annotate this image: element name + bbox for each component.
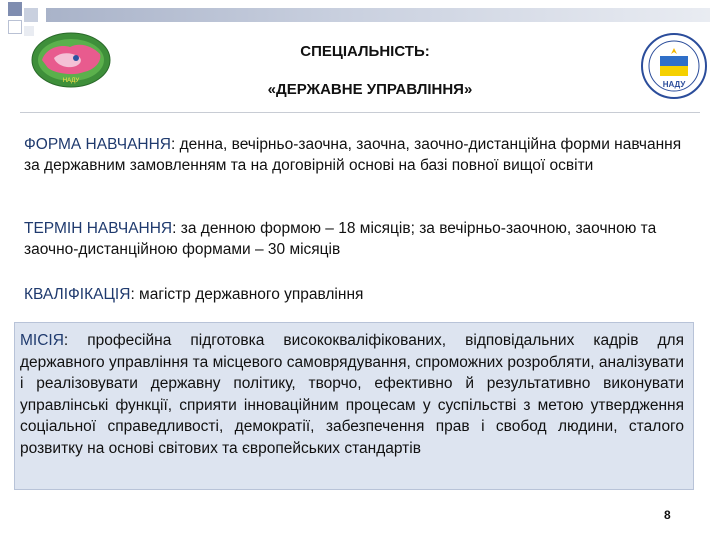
left-logo-text: НАДУ [62,78,80,84]
mission-section [20,330,684,459]
right-logo-text: НАДУ [662,80,686,89]
qualification-section [24,284,688,305]
study-term-label: ТЕРМІН НАВЧАННЯ [24,220,173,237]
mission-label: МІСІЯ [20,332,64,349]
page-number: 8 [664,508,671,522]
study-term-text: : за денною формою – 18 місяців; за вечірньо-заочною, заочною та заочно-дистанційною формами – 30 місяців [24,220,657,258]
form-of-study-label: ФОРМА НАВЧАННЯ [24,136,171,153]
corner-square-2 [24,8,38,22]
form-of-study-text: : денна, вечірньо-заочна, заочна, заочно-дистанційна форми навчання за державним замовленням та на договірній основі на базі повної вищої освіти [24,136,682,174]
top-decorative-bar [46,8,710,22]
page-title-line1: СПЕЦІАЛЬНІСТЬ: [300,43,430,60]
page-title-line2: «ДЕРЖАВНЕ УПРАВЛІННЯ» [267,81,473,98]
qualification-text: : магістр державного управління [130,286,364,303]
qualification-label: КВАЛІФІКАЦІЯ [24,286,131,303]
title-divider [20,112,700,113]
study-term-section [24,218,688,260]
corner-square-3 [8,20,22,34]
mission-text: : професійна підготовка висококваліфікованих, відповідальних кадрів для державного управління та місцевого самоврядування, спроможних розробляти, аналізувати і реалізовувати державну політику, творчо, ефективно й результативно виконувати управлінські функції, сприяти інноваційним процесам у суспільстві з метою утвердження соціальної справедливості, демократії, забезпечення прав і свобод людини, сталого розвитку на основі світових та європейських стандартів [20,332,684,457]
corner-square-1 [8,2,22,16]
form-of-study-section [24,134,688,176]
